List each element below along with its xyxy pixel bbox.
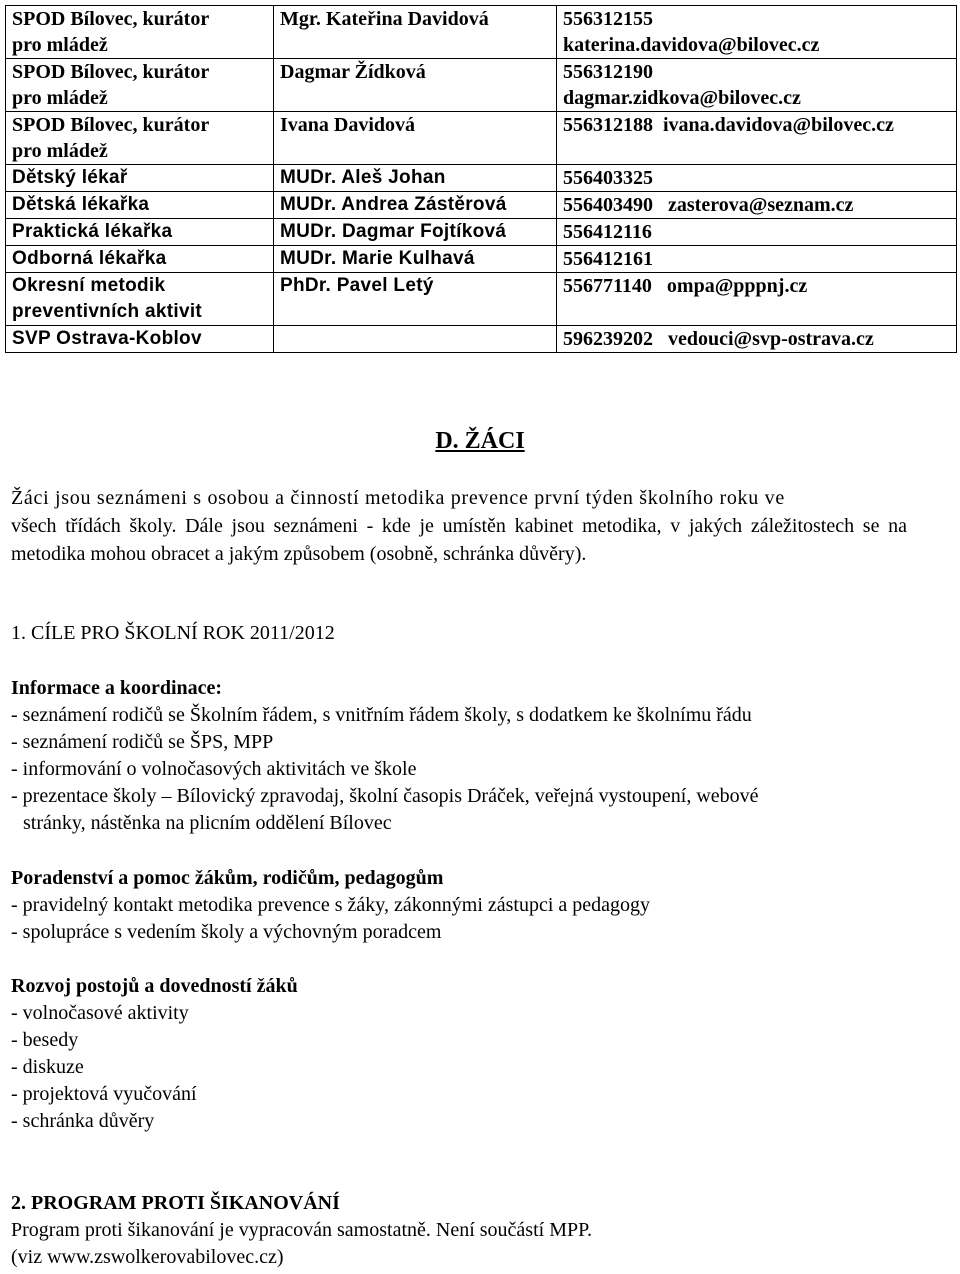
list-item: - seznámení rodičů se Školním řádem, s vnitřním řádem školy, s dodatkem ke školnímu řádu: [11, 704, 752, 726]
contact-phone: 556312155 katerina.davidova@bilovec.cz: [557, 6, 957, 59]
contact-name: MUDr. Andrea Zástěrová: [274, 192, 557, 219]
table-row: [6, 59, 957, 112]
contact-name: Dagmar Žídková: [274, 59, 557, 112]
contact-email: ompa@pppnj.cz: [666, 275, 808, 297]
contact-phone: 556312190 dagmar.zidkova@bilovec.cz: [557, 59, 957, 112]
list-item: - diskuze: [11, 1056, 84, 1078]
list-item: - seznámení rodičů se ŠPS, MPP: [11, 731, 274, 753]
contact-role: Odborná lékařka: [6, 246, 274, 273]
contact-role: Dětská lékařka: [6, 192, 274, 219]
contact-role: SVP Ostrava-Koblov: [6, 326, 274, 353]
info-heading: Informace a koordinace:: [11, 677, 223, 699]
table-row: [6, 165, 957, 192]
list-item: - pravidelný kontakt metodika prevence s žáky, zákonnými zástupci a pedagogy: [11, 894, 651, 916]
section-d-heading: [0, 428, 960, 455]
section-d-intro: [11, 484, 907, 568]
intro-line: Žáci jsou seznámeni s osobou a činností metodika prevence první týden školního roku ve: [11, 487, 785, 509]
advice-heading: Poradenství a pomoc žákům, rodičům, pedagogům: [11, 867, 444, 889]
contact-role: SPOD Bílovec, kurátor pro mládež: [6, 6, 274, 59]
program-text: Program proti šikanování je vypracován samostatně. Není součástí MPP.: [11, 1219, 593, 1241]
contact-phone-email: [557, 165, 957, 192]
contact-phone: 556771140: [563, 275, 652, 297]
intro-line: všech třídách školy. Dále jsou seznámeni - kde je umístěn kabinet metodika, v jakých záležitostech se na metodika mohou obracet a jakým způsobem (osobně, schránka důvěry).: [11, 515, 907, 565]
table-row: [6, 219, 957, 246]
list-item: - prezentace školy – Bílovický zpravodaj, školní časopis Dráček, veřejná vystoupení, webové: [11, 785, 759, 807]
contact-name: PhDr. Pavel Letý: [274, 273, 557, 326]
skills-section: [11, 973, 951, 1135]
program-link-text: (viz www.zswolkerovabilovec.cz): [11, 1246, 284, 1268]
contact-role: Praktická lékařka: [6, 219, 274, 246]
list-item: - schránka důvěry: [11, 1110, 155, 1132]
contact-phone: 596239202: [563, 328, 653, 350]
list-item: - informování o volnočasových aktivitách ve škole: [11, 758, 417, 780]
list-item: stránky, nástěnka na plicním oddělení Bílovec: [23, 812, 392, 834]
program-section: [11, 1190, 951, 1271]
contact-name: Ivana Davidová: [274, 112, 557, 165]
contact-role: Okresní metodik preventivních aktivit: [6, 273, 274, 326]
advice-section: [11, 865, 951, 946]
contact-phone: 556412161: [563, 248, 653, 270]
contact-name: MUDr. Aleš Johan: [274, 165, 557, 192]
program-title: 2. PROGRAM PROTI ŠIKANOVÁNÍ: [11, 1192, 340, 1214]
contact-phone: 556412116: [563, 221, 652, 243]
contact-phone: 556312188 ivana.davidova@bilovec.cz: [557, 112, 957, 165]
list-item: - spolupráce s vedením školy a výchovným poradcem: [11, 921, 442, 943]
section-d-title: D. ŽÁCI: [435, 428, 525, 454]
contact-phone-email: [557, 273, 957, 326]
table-row: [6, 246, 957, 273]
contact-name: Mgr. Kateřina Davidová: [274, 6, 557, 59]
contact-email: zasterova@seznam.cz: [668, 194, 854, 216]
contact-role: Dětský lékař: [6, 165, 274, 192]
contact-phone-email: [557, 246, 957, 273]
contact-phone: 556403490: [563, 194, 653, 216]
table-row: [6, 112, 957, 165]
contact-phone: 556403325: [563, 167, 653, 189]
table-row: [6, 6, 957, 59]
contact-name: MUDr. Marie Kulhavá: [274, 246, 557, 273]
table-row: [6, 273, 957, 326]
list-item: - projektová vyučování: [11, 1083, 197, 1105]
goals-title: 1. CÍLE PRO ŠKOLNÍ ROK 2011/2012: [11, 622, 335, 644]
goals-section: [11, 620, 951, 647]
skills-heading: Rozvoj postojů a dovedností žáků: [11, 975, 298, 997]
info-section: [11, 675, 951, 837]
contact-email: vedouci@svp-ostrava.cz: [668, 328, 874, 350]
contact-phone-email: [557, 192, 957, 219]
contact-phone-email: [557, 219, 957, 246]
contact-name: MUDr. Dagmar Fojtíková: [274, 219, 557, 246]
contact-phone-email: [557, 326, 957, 353]
list-item: - besedy: [11, 1029, 79, 1051]
table-row: [6, 192, 957, 219]
table-row: [6, 326, 957, 353]
contact-role: SPOD Bílovec, kurátor pro mládež: [6, 59, 274, 112]
contacts-table: [5, 5, 957, 353]
contact-name: [274, 326, 557, 353]
list-item: - volnočasové aktivity: [11, 1002, 189, 1024]
contact-role: SPOD Bílovec, kurátor pro mládež: [6, 112, 274, 165]
